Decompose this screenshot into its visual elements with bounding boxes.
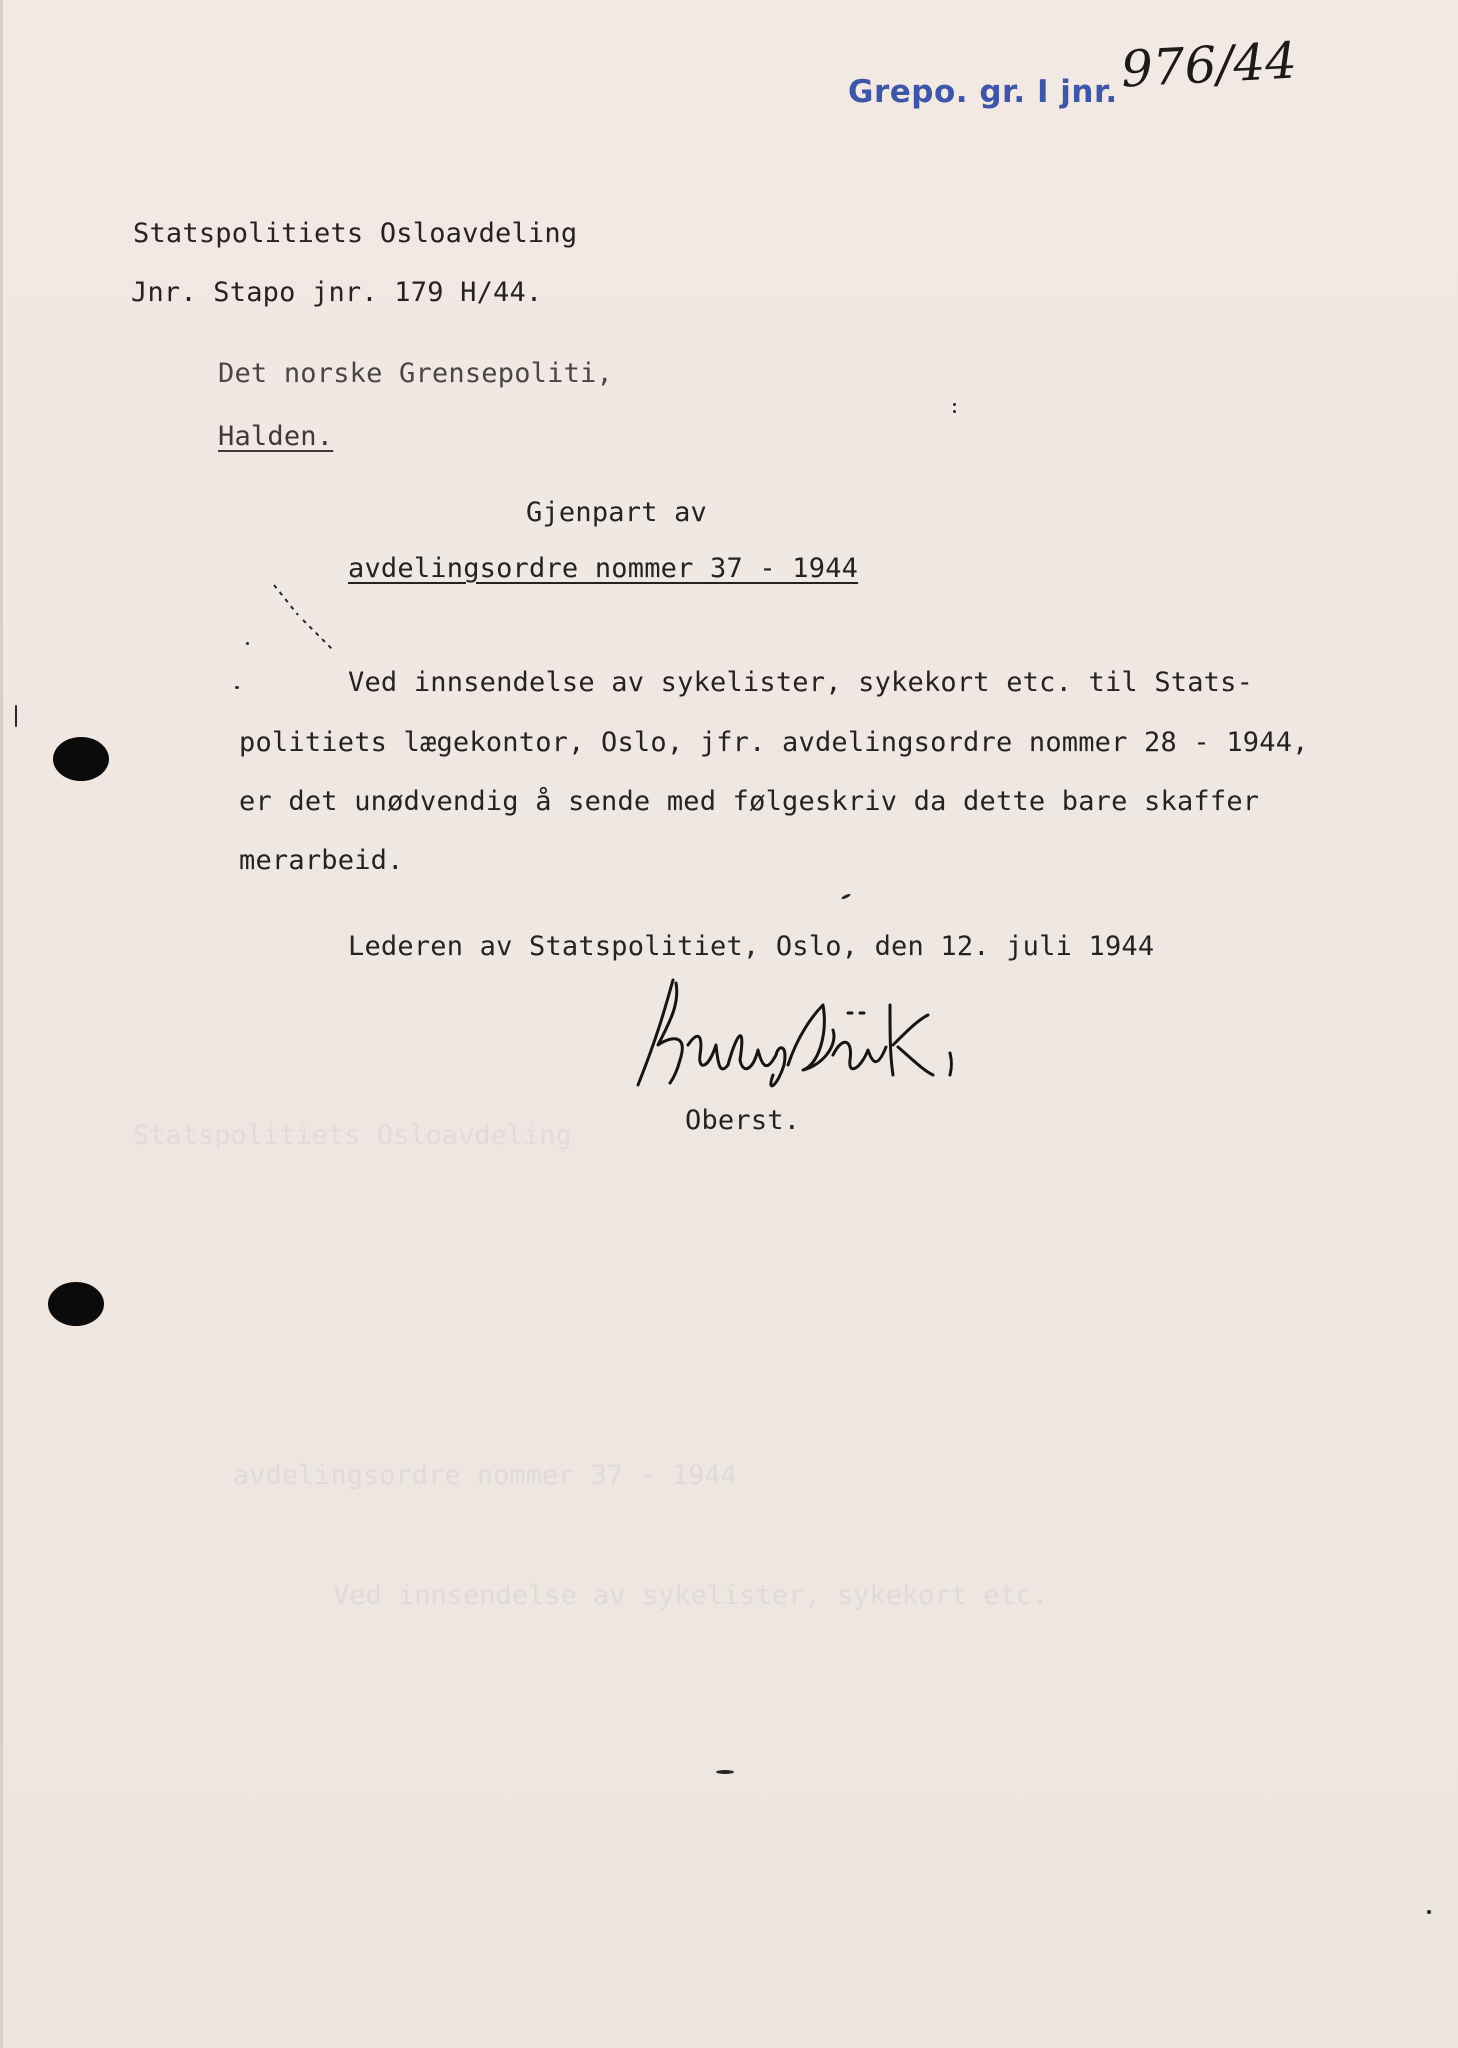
body-line: Ved innsendelse av sykelister, sykekort etc. til Stats- xyxy=(348,667,1254,698)
speck xyxy=(953,410,956,413)
speck xyxy=(15,705,17,727)
bleed-through-text: avdelingsordre nommer 37 - 1944 xyxy=(233,1460,737,1491)
bleed-through-text: Statspolitiets Osloavdeling xyxy=(133,1120,572,1151)
punch-hole xyxy=(53,737,109,781)
speck xyxy=(1427,1910,1431,1914)
body-line: politiets lægekontor, Oslo, jfr. avdelingsordre nommer 28 - 1944, xyxy=(239,727,1309,758)
body-line: merarbeid. xyxy=(239,845,404,876)
body-line: er det unødvendig å sende med følgeskriv da dette bare skaffer xyxy=(239,786,1260,817)
speck xyxy=(953,403,956,406)
signatory-title: Oberst. xyxy=(685,1105,801,1136)
speck xyxy=(235,686,239,689)
pencil-mark xyxy=(268,575,348,655)
order-title: avdelingsordre nommer 37 - 1944 xyxy=(348,553,859,584)
bleed-through-text: Ved innsendelse av sykelister, sykekort etc. xyxy=(333,1580,1049,1611)
recipient-name: Det norske Grensepoliti, xyxy=(218,358,613,389)
journal-stamp: Grepo. gr. I jnr. xyxy=(848,74,1118,110)
handwritten-journal-number: 976/44 xyxy=(1119,31,1299,99)
sender-office: Statspolitiets Osloavdeling xyxy=(133,218,578,249)
recipient-city: Halden. xyxy=(218,421,334,452)
sender-journal-number: Jnr. Stapo jnr. 179 H/44. xyxy=(131,277,543,308)
speck xyxy=(246,642,249,645)
copy-heading: Gjenpart av xyxy=(526,497,708,528)
punch-hole xyxy=(48,1282,104,1326)
speck xyxy=(841,893,851,900)
place-and-date: Lederen av Statspolitiet, Oslo, den 12. juli 1944 xyxy=(348,931,1155,962)
signature xyxy=(628,975,988,1105)
speck xyxy=(716,1770,734,1774)
